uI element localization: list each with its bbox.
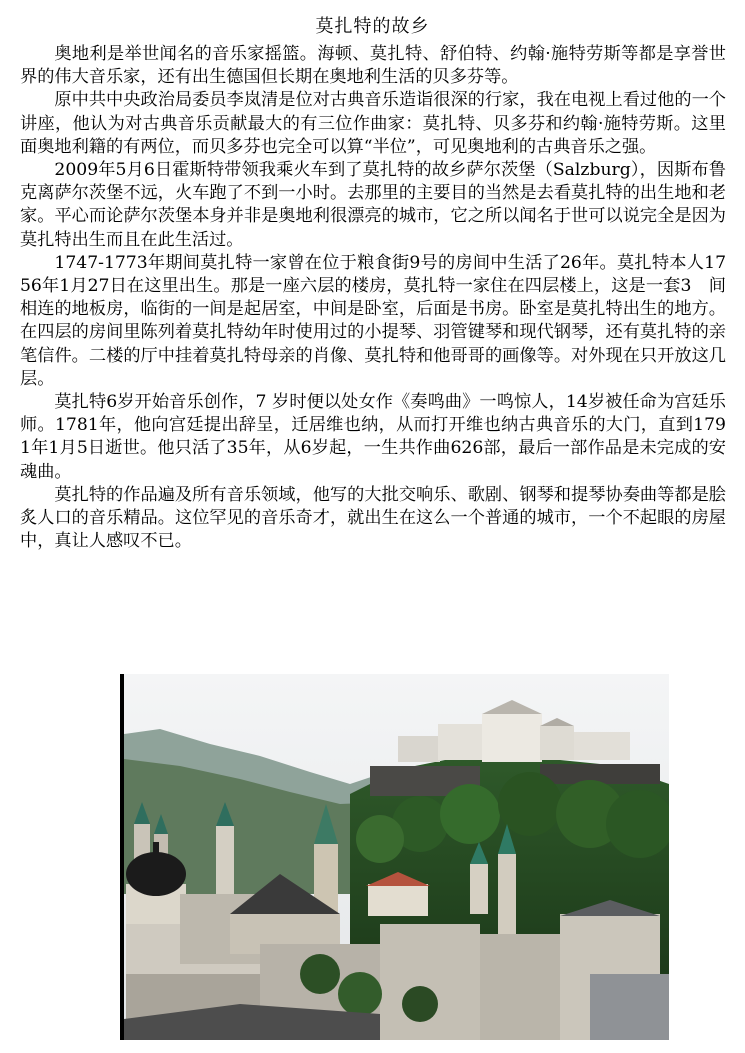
paragraph-4: 1747-1773年期间莫扎特一家曾在位于粮食街9号的房间中生活了26年。莫扎特本人1756年1月27日在这里出生。那是一座六层的楼房，莫扎特一家住在四层楼上，这是一套3 间相连的地板房，临街的一间是起居室，中间是卧室，后面是书房。卧室是莫扎特出生的地方。在四层的房间里陈列着莫扎特幼年时使用过的小提琴、羽管键琴和现代钢琴，还有莫扎特的亲笔信件。二楼的厅中挂着莫扎特母亲的肖像、莫扎特和他哥哥的画像等。对外现在只开放这几层。 <box>20 252 726 389</box>
document-body <box>20 43 726 553</box>
paragraph-5: 莫扎特6岁开始音乐创作，7 岁时便以处女作《奏鸣曲》一鸣惊人，14岁被任命为宫廷乐师。1781年，他向宫廷提出辞呈，迁居维也纳，从而打开维也纳古典音乐的大门，直到1791年1月5日逝世。他只活了35年，从6岁起，一生共作曲626部，最后一部作品是未完成的安魂曲。 <box>20 392 726 482</box>
paragraph-1: 奥地利是举世闻名的音乐家摇篮。海顿、莫扎特、舒伯特、约翰·施特劳斯等都是享誉世界的伟大音乐家，还有出生德国但长期在奥地利生活的贝多芬等。 <box>20 44 726 88</box>
paragraph-3: 2009年5月6日霍斯特带领我乘火车到了莫扎特的故乡萨尔茨堡（Salzburg），因斯布鲁克离萨尔茨堡不远，火车跑了不到一小时。去那里的主要目的当然是去看莫扎特的出生地和老家。平心而论萨尔茨堡本身并非是奥地利很漂亮的城市，它之所以闻名于世可以说完全是因为莫扎特出生而且在此生活过。 <box>20 160 726 250</box>
salzburg-photo <box>120 674 669 1040</box>
paragraph-6: 莫扎特的作品遍及所有音乐领域，他写的大批交响乐、歌剧、钢琴和提琴协奏曲等都是脍炙人口的音乐精品。这位罕见的音乐奇才，就出生在这么一个普通的城市，一个不起眼的房屋中，真让人感叹不已。 <box>20 484 726 552</box>
salzburg-photo-illustration <box>120 674 669 1040</box>
document-title: 莫扎特的故乡 <box>315 16 430 37</box>
paragraph-2: 原中共中央政治局委员李岚清是位对古典音乐造诣很深的行家，我在电视上看过他的一个讲座，他认为对古典音乐贡献最大的有三位作曲家：莫扎特、贝多芬和约翰·施特劳斯。这里面奥地利籍的有两位，而贝多芬也完全可以算“半位”，可见奥地利的古典音乐之强。 <box>20 90 726 157</box>
